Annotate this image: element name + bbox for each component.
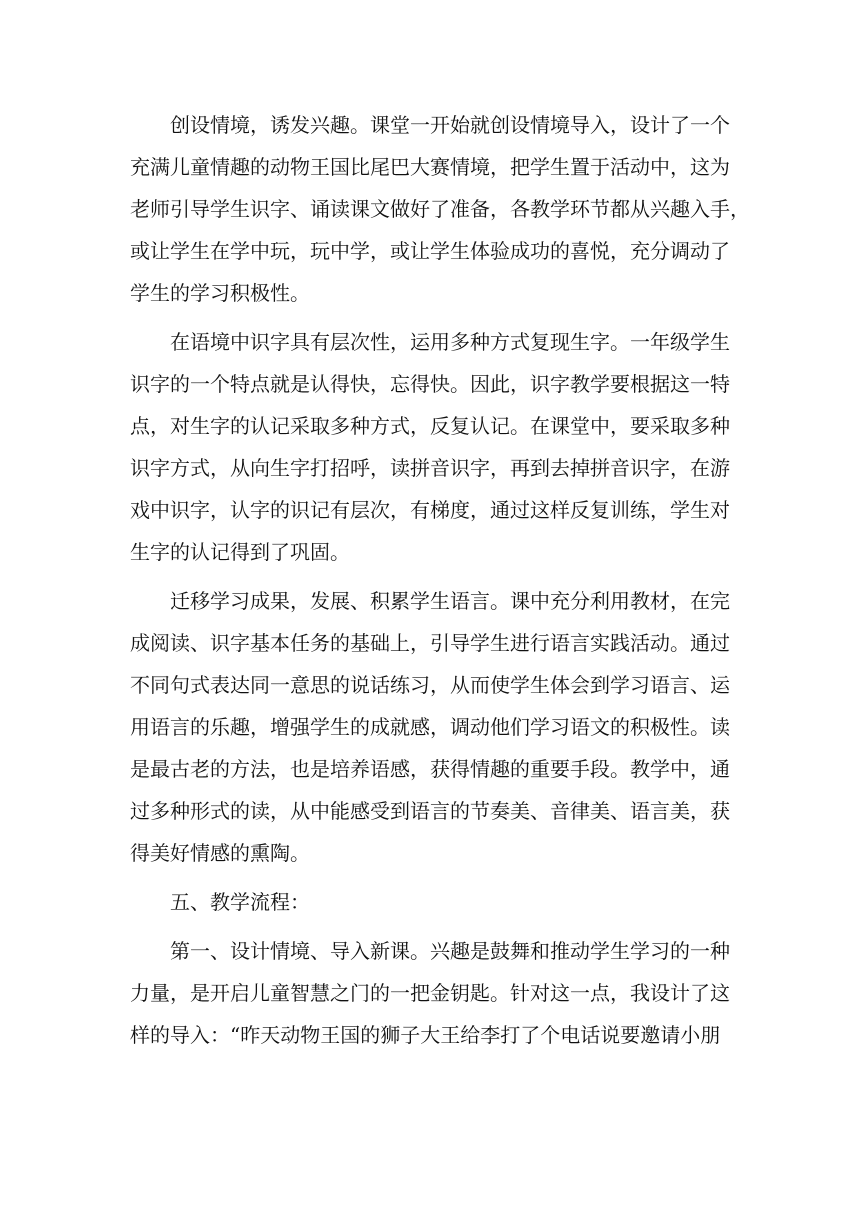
text-line: 学生的学习积极性。 <box>130 281 310 305</box>
text-line: 老师引导学生识字、诵读课文做好了准备，各教学环节都从兴趣入手， <box>130 197 750 221</box>
paragraph-4 <box>130 930 730 1056</box>
document-body <box>130 104 750 1063</box>
text-line: 是最古老的方法，也是培养语感，获得情趣的重要手段。教学中，通 <box>130 757 730 781</box>
text-line: 戏中识字，认字的识记有层次，有梯度，通过这样反复训练，学生对 <box>130 498 730 522</box>
text-line: 点，对生字的认记采取多种方式，反复认记。在课堂中，要采取多种 <box>130 414 730 438</box>
text-line: 创设情境，诱发兴趣。课堂一开始就创设情境导入，设计了一个 <box>170 113 730 137</box>
paragraph-2 <box>130 321 730 573</box>
text-line: 过多种形式的读，从中能感受到语言的节奏美、音律美、语言美，获 <box>130 799 730 823</box>
section-heading <box>130 881 730 923</box>
text-line: 力量，是开启儿童智慧之门的一把金钥匙。针对这一点，我设计了这 <box>130 981 730 1005</box>
text-line: 得美好情感的熏陶。 <box>130 841 310 865</box>
text-line: 识字方式，从向生字打招呼，读拼音识字，再到去掉拼音识字，在游 <box>130 456 730 480</box>
paragraph-1 <box>130 104 750 314</box>
text-line: 样的导入：“昨天动物王国的狮子大王给李打了个电话说要邀请小朋 <box>130 1023 721 1047</box>
text-line: 充满儿童情趣的动物王国比尾巴大赛情境，把学生置于活动中，这为 <box>130 155 730 179</box>
text-line: 识字的一个特点就是认得快，忘得快。因此，识字教学要根据这一特 <box>130 372 730 396</box>
text-line: 成阅读、识字基本任务的基础上，引导学生进行语言实践活动。通过 <box>130 631 730 655</box>
text-line: 第一、设计情境、导入新课。兴趣是鼓舞和推动学生学习的一种 <box>170 939 730 963</box>
text-line: 生字的认记得到了巩固。 <box>130 540 350 564</box>
text-line: 用语言的乐趣，增强学生的成就感，调动他们学习语文的积极性。读 <box>130 715 730 739</box>
text-line: 或让学生在学中玩，玩中学，或让学生体验成功的喜悦，充分调动了 <box>130 239 730 263</box>
text-line: 迁移学习成果，发展、积累学生语言。课中充分利用教材，在完 <box>170 589 730 613</box>
text-line: 在语境中识字具有层次性，运用多种方式复现生字。一年级学生 <box>170 330 730 354</box>
paragraph-3 <box>130 580 730 874</box>
heading-line: 五、教学流程： <box>170 890 310 914</box>
text-line: 不同句式表达同一意思的说话练习，从而使学生体会到学习语言、运 <box>130 673 730 697</box>
